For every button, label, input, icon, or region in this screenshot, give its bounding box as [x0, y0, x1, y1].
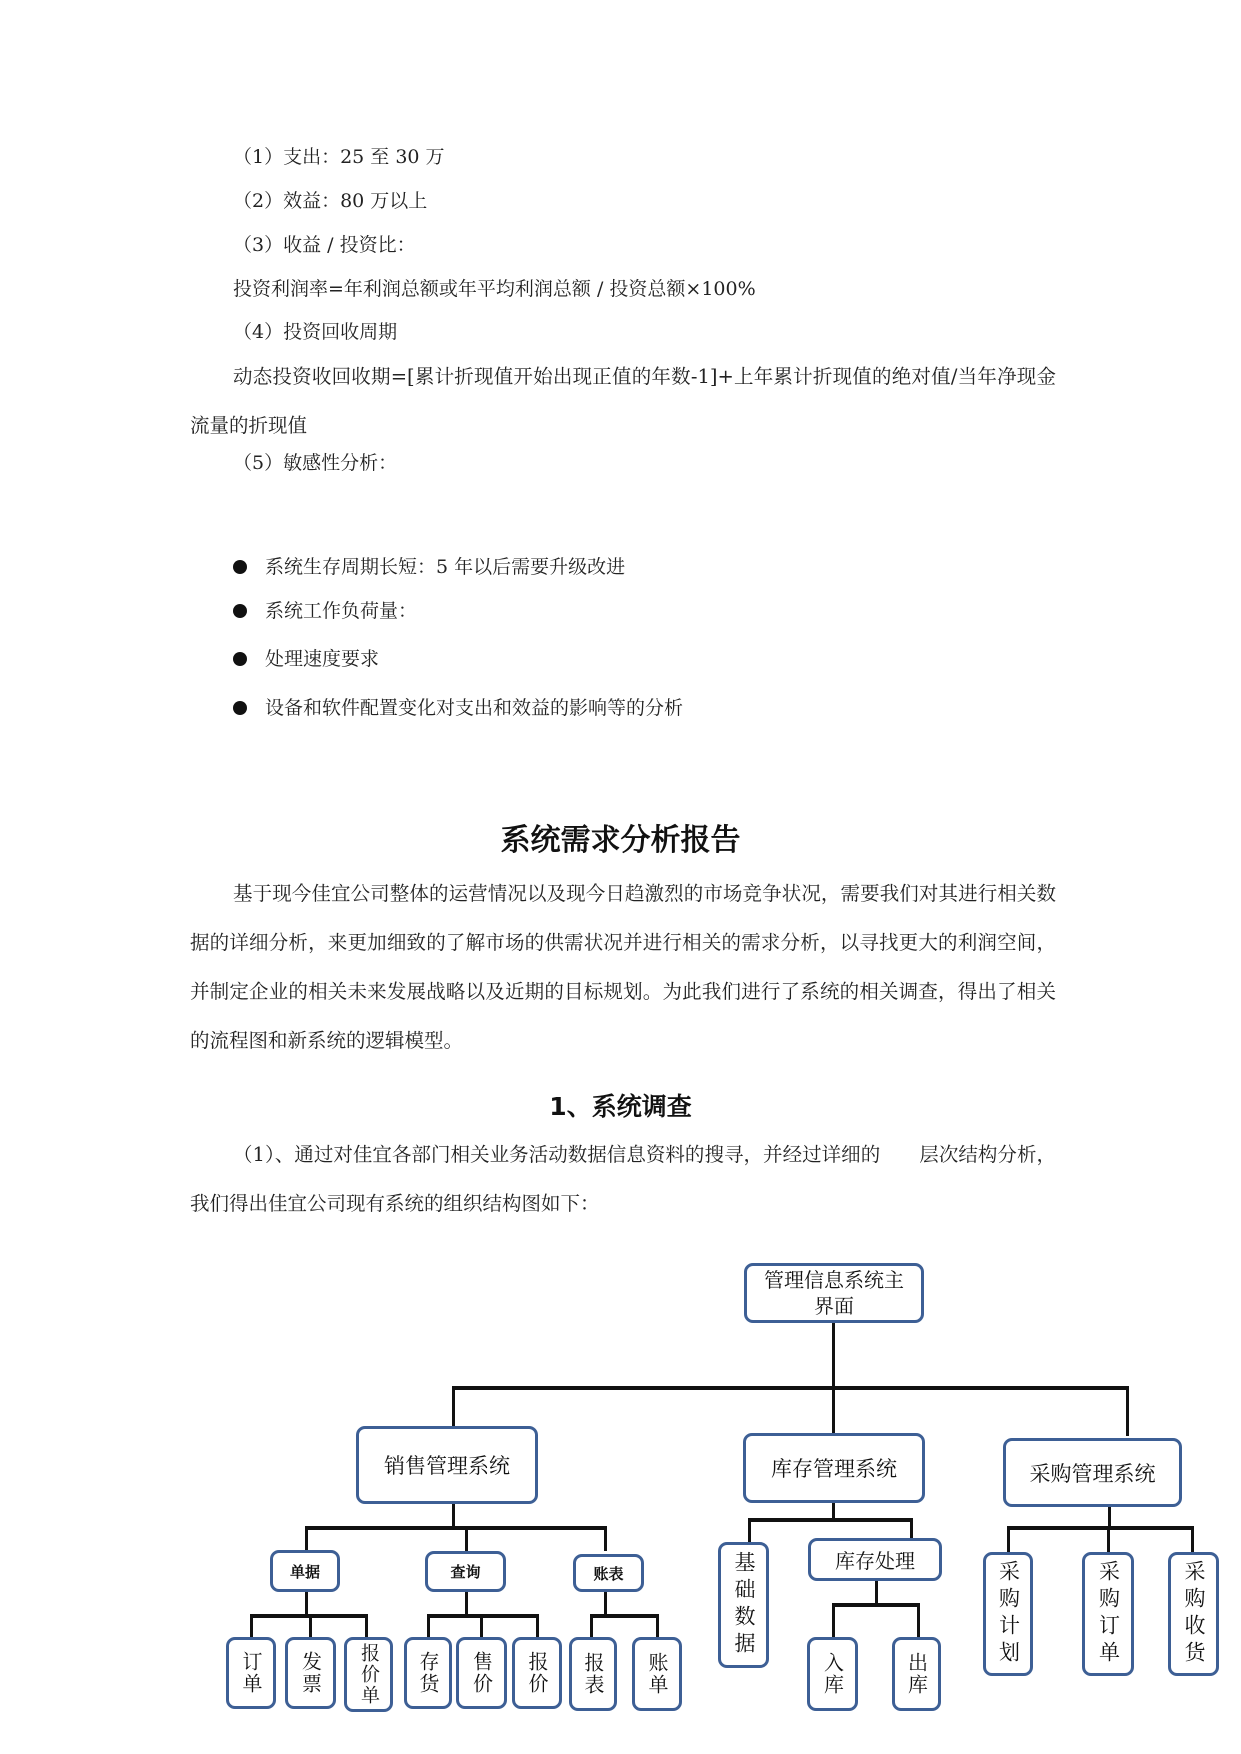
connector — [604, 1590, 607, 1615]
connector — [748, 1518, 913, 1522]
leaf-stock: 存货 — [404, 1637, 452, 1709]
connector — [1126, 1386, 1129, 1436]
item-payback: （4）投资回收周期 — [233, 321, 398, 343]
leaf-order: 订单 — [226, 1637, 276, 1709]
node-basic-data: 基础数据 — [718, 1542, 769, 1668]
node-reports: 账表 — [573, 1554, 644, 1592]
connector — [427, 1614, 430, 1638]
node-documents: 单据 — [270, 1550, 340, 1592]
connector — [748, 1518, 751, 1544]
item-roi-formula: 投资利润率=年利润总额或年平均利润总额 / 投资总额×100% — [233, 278, 756, 300]
connector — [1107, 1526, 1110, 1554]
connector — [875, 1578, 878, 1605]
connector — [365, 1614, 368, 1638]
connector — [832, 1386, 835, 1436]
leaf-quote-sheet: 报价单 — [344, 1637, 393, 1712]
node-root: 管理信息系统主界面 — [744, 1263, 924, 1323]
connector — [250, 1614, 253, 1638]
bullet-dot — [233, 604, 247, 618]
bullet-workload: 系统工作负荷量： — [265, 600, 418, 622]
leaf-sale-price: 售价 — [456, 1637, 507, 1709]
report-intro: 基于现今佳宜公司整体的运营情况以及现今日趋激烈的市场竞争状况，需要我们对其进行相关数据的详细分析，来更加细致的了解市场的供需状况并进行相关的需求分析，以寻找更大的利润空间，并制定企业的相关未来发展战略以及近期的目标规划。为此我们进行了系统的相关调查，得出了相关的流程图和新系统的逻辑模型。 — [190, 882, 1056, 1052]
item-sensitivity: （5）敏感性分析： — [233, 452, 398, 474]
connector — [1108, 1504, 1111, 1528]
connector — [305, 1526, 308, 1551]
section-heading-survey: 1、系统调查 — [549, 1092, 692, 1121]
survey-text: （1）、通过对佳宜各部门相关业务活动数据信息资料的搜寻，并经过详细的 层次结构分析，我们得出佳宜公司现有系统的组织结构图如下： — [190, 1143, 1056, 1215]
connector — [1007, 1526, 1010, 1554]
report-title: 系统需求分析报告 — [500, 823, 741, 858]
connector — [656, 1614, 659, 1638]
connector — [832, 1320, 835, 1388]
item-expense: （1）支出：25 至 30 万 — [233, 146, 445, 168]
node-inventory-system: 库存管理系统 — [743, 1433, 925, 1503]
connector — [590, 1614, 659, 1618]
connector — [452, 1502, 455, 1527]
item-benefit: （2）效益：80 万以上 — [233, 190, 428, 212]
bullet-config: 设备和软件配置变化对支出和效益的影响等的分析 — [265, 697, 684, 719]
leaf-stock-in: 入库 — [807, 1637, 858, 1711]
bullet-dot — [233, 701, 247, 715]
bullet-lifecycle: 系统生存周期长短：5 年以后需要升级改进 — [265, 556, 626, 578]
connector — [832, 1603, 920, 1607]
leaf-invoice: 发票 — [285, 1637, 336, 1709]
node-inventory-processing: 库存处理 — [808, 1538, 942, 1581]
leaf-quotation: 报价 — [512, 1637, 562, 1709]
connector — [309, 1614, 312, 1638]
node-purchase-plan: 采购计划 — [983, 1552, 1033, 1676]
connector — [465, 1526, 468, 1551]
connector — [917, 1603, 920, 1639]
node-query: 查询 — [425, 1551, 506, 1592]
node-purchase-system: 采购管理系统 — [1003, 1438, 1182, 1507]
connector — [536, 1614, 539, 1638]
connector — [590, 1614, 593, 1638]
connector — [452, 1386, 1129, 1390]
bullet-speed: 处理速度要求 — [265, 648, 380, 670]
node-purchase-order: 采购订单 — [1082, 1552, 1134, 1676]
bullet-dot — [233, 560, 247, 574]
connector — [427, 1614, 539, 1618]
dynamic-payback-formula: 动态投资收回收期=[累计折现值开始出现正值的年数-1]+上年累计折现值的绝对值/当年净现金流量的折现值 — [190, 365, 1056, 437]
node-sales-system: 销售管理系统 — [356, 1426, 538, 1504]
leaf-bill: 账单 — [632, 1637, 682, 1711]
connector — [604, 1526, 607, 1551]
item-ratio: （3）收益 / 投资比： — [233, 234, 416, 256]
bullet-dot — [233, 652, 247, 666]
leaf-report-table: 报表 — [569, 1637, 617, 1711]
connector — [305, 1590, 308, 1615]
connector — [480, 1614, 483, 1638]
leaf-stock-out: 出库 — [892, 1637, 941, 1711]
connector — [452, 1386, 455, 1429]
node-purchase-receipt: 采购收货 — [1168, 1552, 1219, 1676]
connector — [1007, 1526, 1194, 1530]
connector — [305, 1526, 607, 1530]
connector — [910, 1518, 913, 1540]
connector — [1191, 1526, 1194, 1554]
connector — [832, 1603, 835, 1639]
connector — [465, 1590, 468, 1615]
